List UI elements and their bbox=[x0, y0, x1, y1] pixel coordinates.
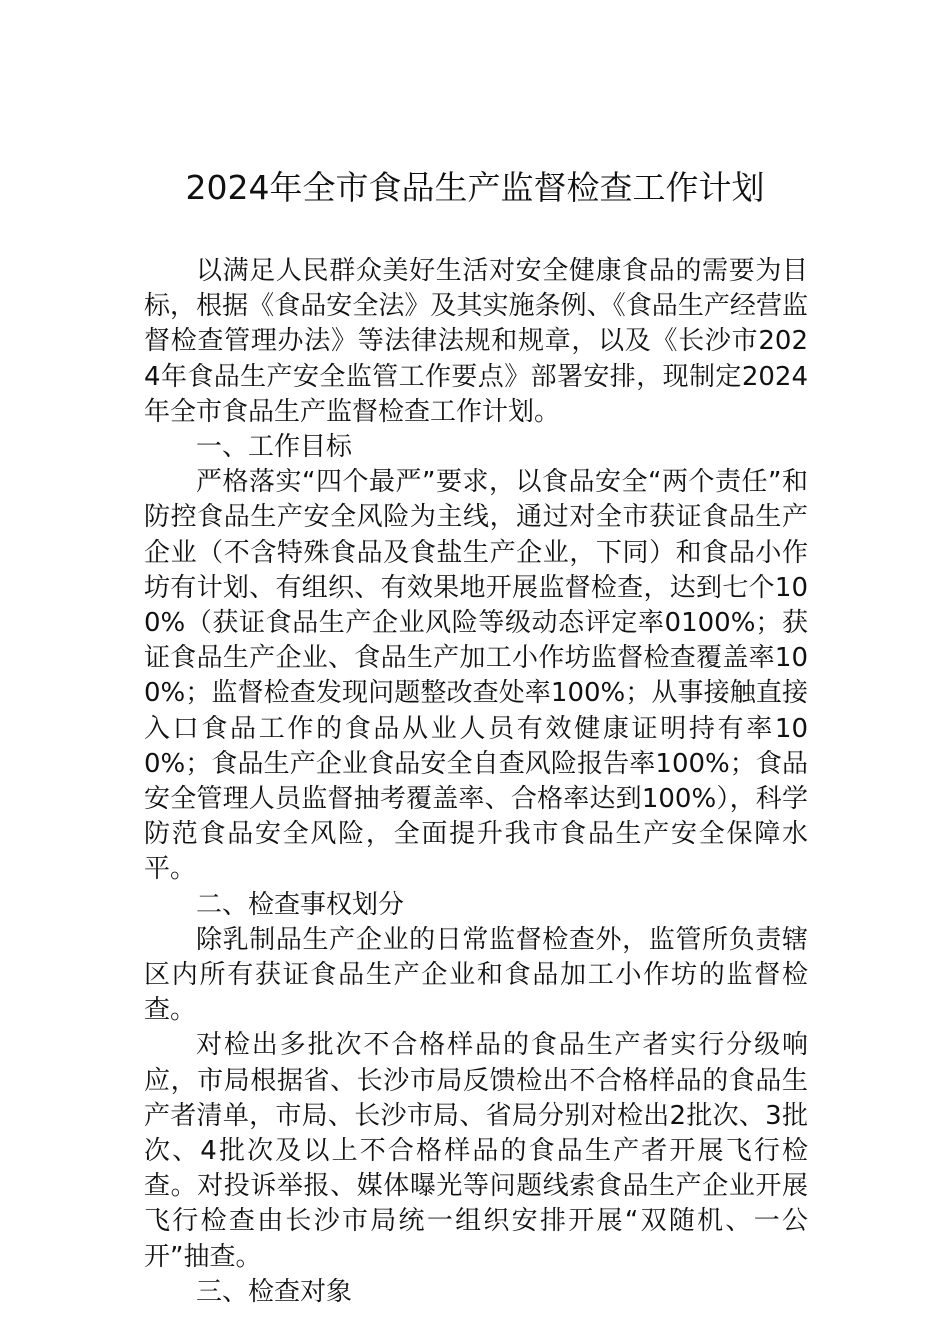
section-heading-authority: 二、检查事权划分 bbox=[196, 889, 405, 920]
intro-paragraph: 以满足人民群众美好生活对安全健康食品的需要为目标，根据《食品安全法》及其实施条例、《食品生产经营监督检查管理办法》等法律法规和规章，以及《长沙市2024年食品生产安全监管工作要点》部署安排，现制定2024年全市食品生产监督检查工作计划。 bbox=[144, 256, 808, 427]
response-paragraph: 对检出多批次不合格样品的食品生产者实行分级响应，市局根据省、长沙市局反馈检出不合格样品的食品生产者清单，市局、长沙市局、省局分别对检出2批次、3批次、4批次及以上不合格样品的食品生产者开展飞行检查。对投诉举报、媒体曝光等问题线索食品生产企业开展飞行检查由长沙市局统一组织安排开展“双随机、一公开”抽查。 bbox=[144, 1030, 808, 1272]
document-title: 2024年全市食品生产监督检查工作计划 bbox=[185, 168, 765, 207]
document-body bbox=[144, 254, 808, 1310]
section-heading-goals: 一、工作目标 bbox=[196, 432, 353, 463]
section-heading-targets: 三、检查对象 bbox=[196, 1276, 353, 1307]
authority-paragraph: 除乳制品生产企业的日常监督检查外，监管所负责辖区内所有获证食品生产企业和食品加工小作坊的监督检查。 bbox=[144, 924, 808, 1026]
goals-paragraph: 严格落实“四个最严”要求，以食品安全“两个责任”和防控食品生产安全风险为主线，通过对全市获证食品生产企业（不含特殊食品及食盐生产企业，下同）和食品小作坊有计划、有组织、有效果地开展监督检查，达到七个100%（获证食品生产企业风险等级动态评定率0100%；获证食品生产企业、食品生产加工小作坊监督检查覆盖率100%；监督检查发现问题整改查处率100%；从事接触直接入口食品工作的食品从业人员有效健康证明持有率100%；食品生产企业食品安全自查风险报告率100%；食品安全管理人员监督抽考覆盖率、合格率达到100%），科学防范食品安全风险，全面提升我市食品生产安全保障水平。 bbox=[144, 467, 808, 885]
